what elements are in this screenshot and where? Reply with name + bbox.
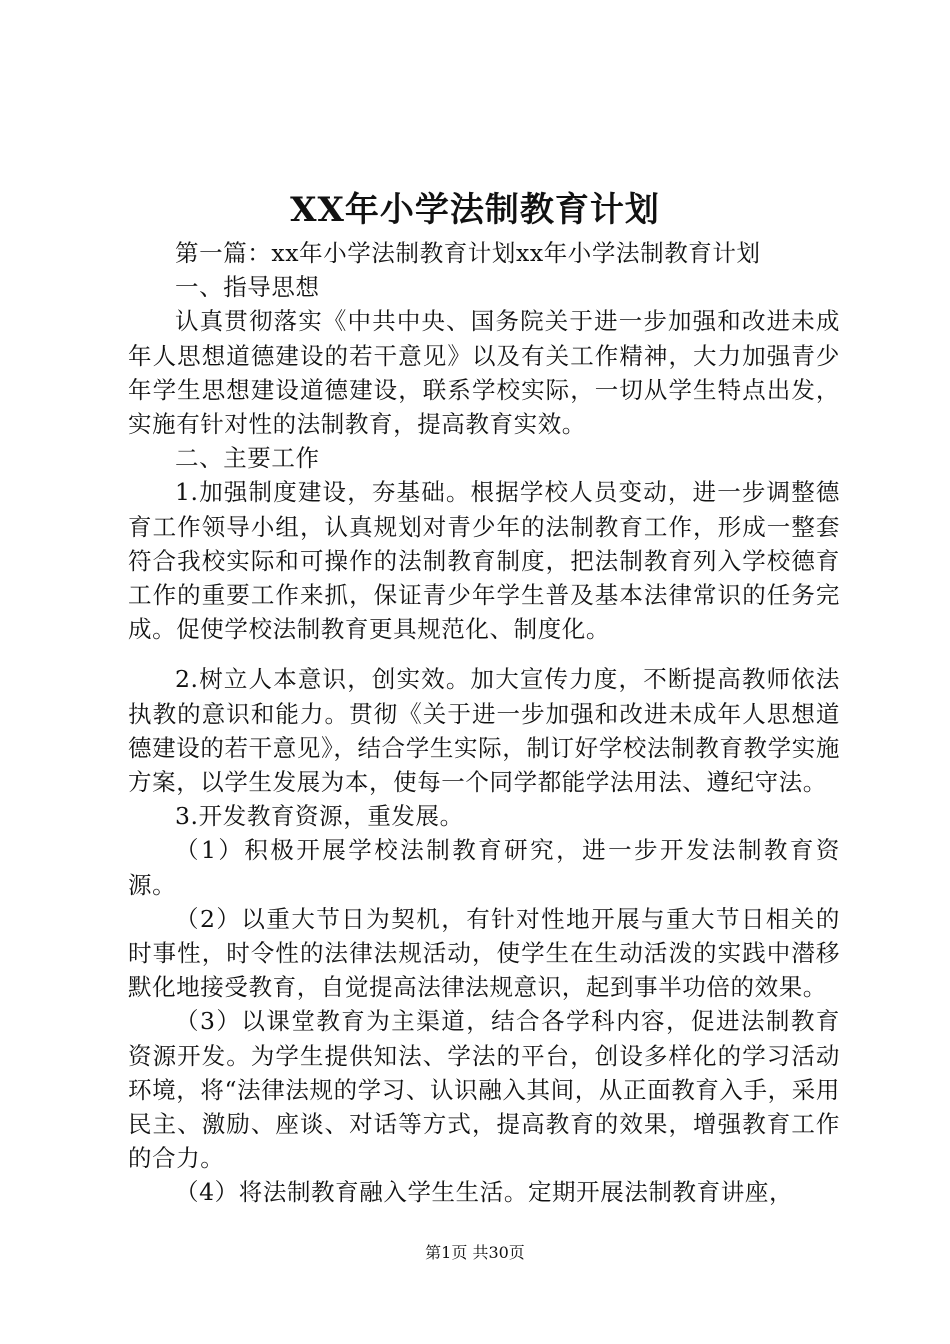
paragraph-item-2: 2.树立人本意识，创实效。加大宣传力度，不断提高教师依法执教的意识和能力。贯彻《关于进一步加强和改进未成年人思想道德建设的若干意见》，结合学生实际，制订好学校法制教育教学实施方案，以学生发展为本，使每一个同学都能学法用法、遵纪守法。 <box>128 665 840 797</box>
paragraph-guiding-ideology: 认真贯彻落实《中共中央、国务院关于进一步加强和改进未成年人思想道德建设的若干意见》以及有关工作精神，大力加强青少年学生思想建设道德建设，联系学校实际，一切从学生特点出发，实施有针对性的法制教育，提高教育实效。 <box>128 307 840 439</box>
paragraph-item-3: 3.开发教育资源，重发展。 <box>175 802 464 831</box>
paragraph-sub-item-2: （2）以重大节日为契机，有针对性地开展与重大节日相关的时事性，时令性的法律法规活动，使学生在生动活泼的实践中潜移默化地接受教育，自觉提高法律法规意识，起到事半功倍的效果。 <box>128 904 840 1002</box>
page-footer: 第1页 共30页 <box>425 1243 525 1262</box>
paragraph-sub-item-3: （3）以课堂教育为主渠道，结合各学科内容，促进法制教育资源开发。为学生提供知法、学法的平台，创设多样化的学习活动环境，将“法律法规的学习、认识融入其间，从正面教育入手，采用民主、激励、座谈、对话等方式，提高教育的效果，增强教育工作的合力。 <box>128 1007 840 1173</box>
paragraph-item-1: 1.加强制度建设，夯基础。根据学校人员变动，进一步调整德育工作领导小组，认真规划对青少年的法制教育工作，形成一整套符合我校实际和可操作的法制教育制度，把法制教育列入学校德育工作的重要工作来抓，保证青少年学生普及基本法律常识的任务完成。促使学校法制教育更具规范化、制度化。 <box>128 478 840 644</box>
section-heading-main-work: 二、主要工作 <box>175 444 320 473</box>
section-heading-part-one: 第一篇：xx年小学法制教育计划xx年小学法制教育计划 <box>175 239 761 267</box>
section-heading-guiding-ideology: 一、指导思想 <box>175 273 320 302</box>
paragraph-sub-item-1: （1）积极开展学校法制教育研究，进一步开发法制教育资源。 <box>128 836 840 899</box>
paragraph-sub-item-4: （4）将法制教育融入学生生活。定期开展法制教育讲座， <box>175 1178 794 1207</box>
document-body <box>128 236 840 1210</box>
document-title: XX年小学法制教育计划 <box>290 190 660 230</box>
